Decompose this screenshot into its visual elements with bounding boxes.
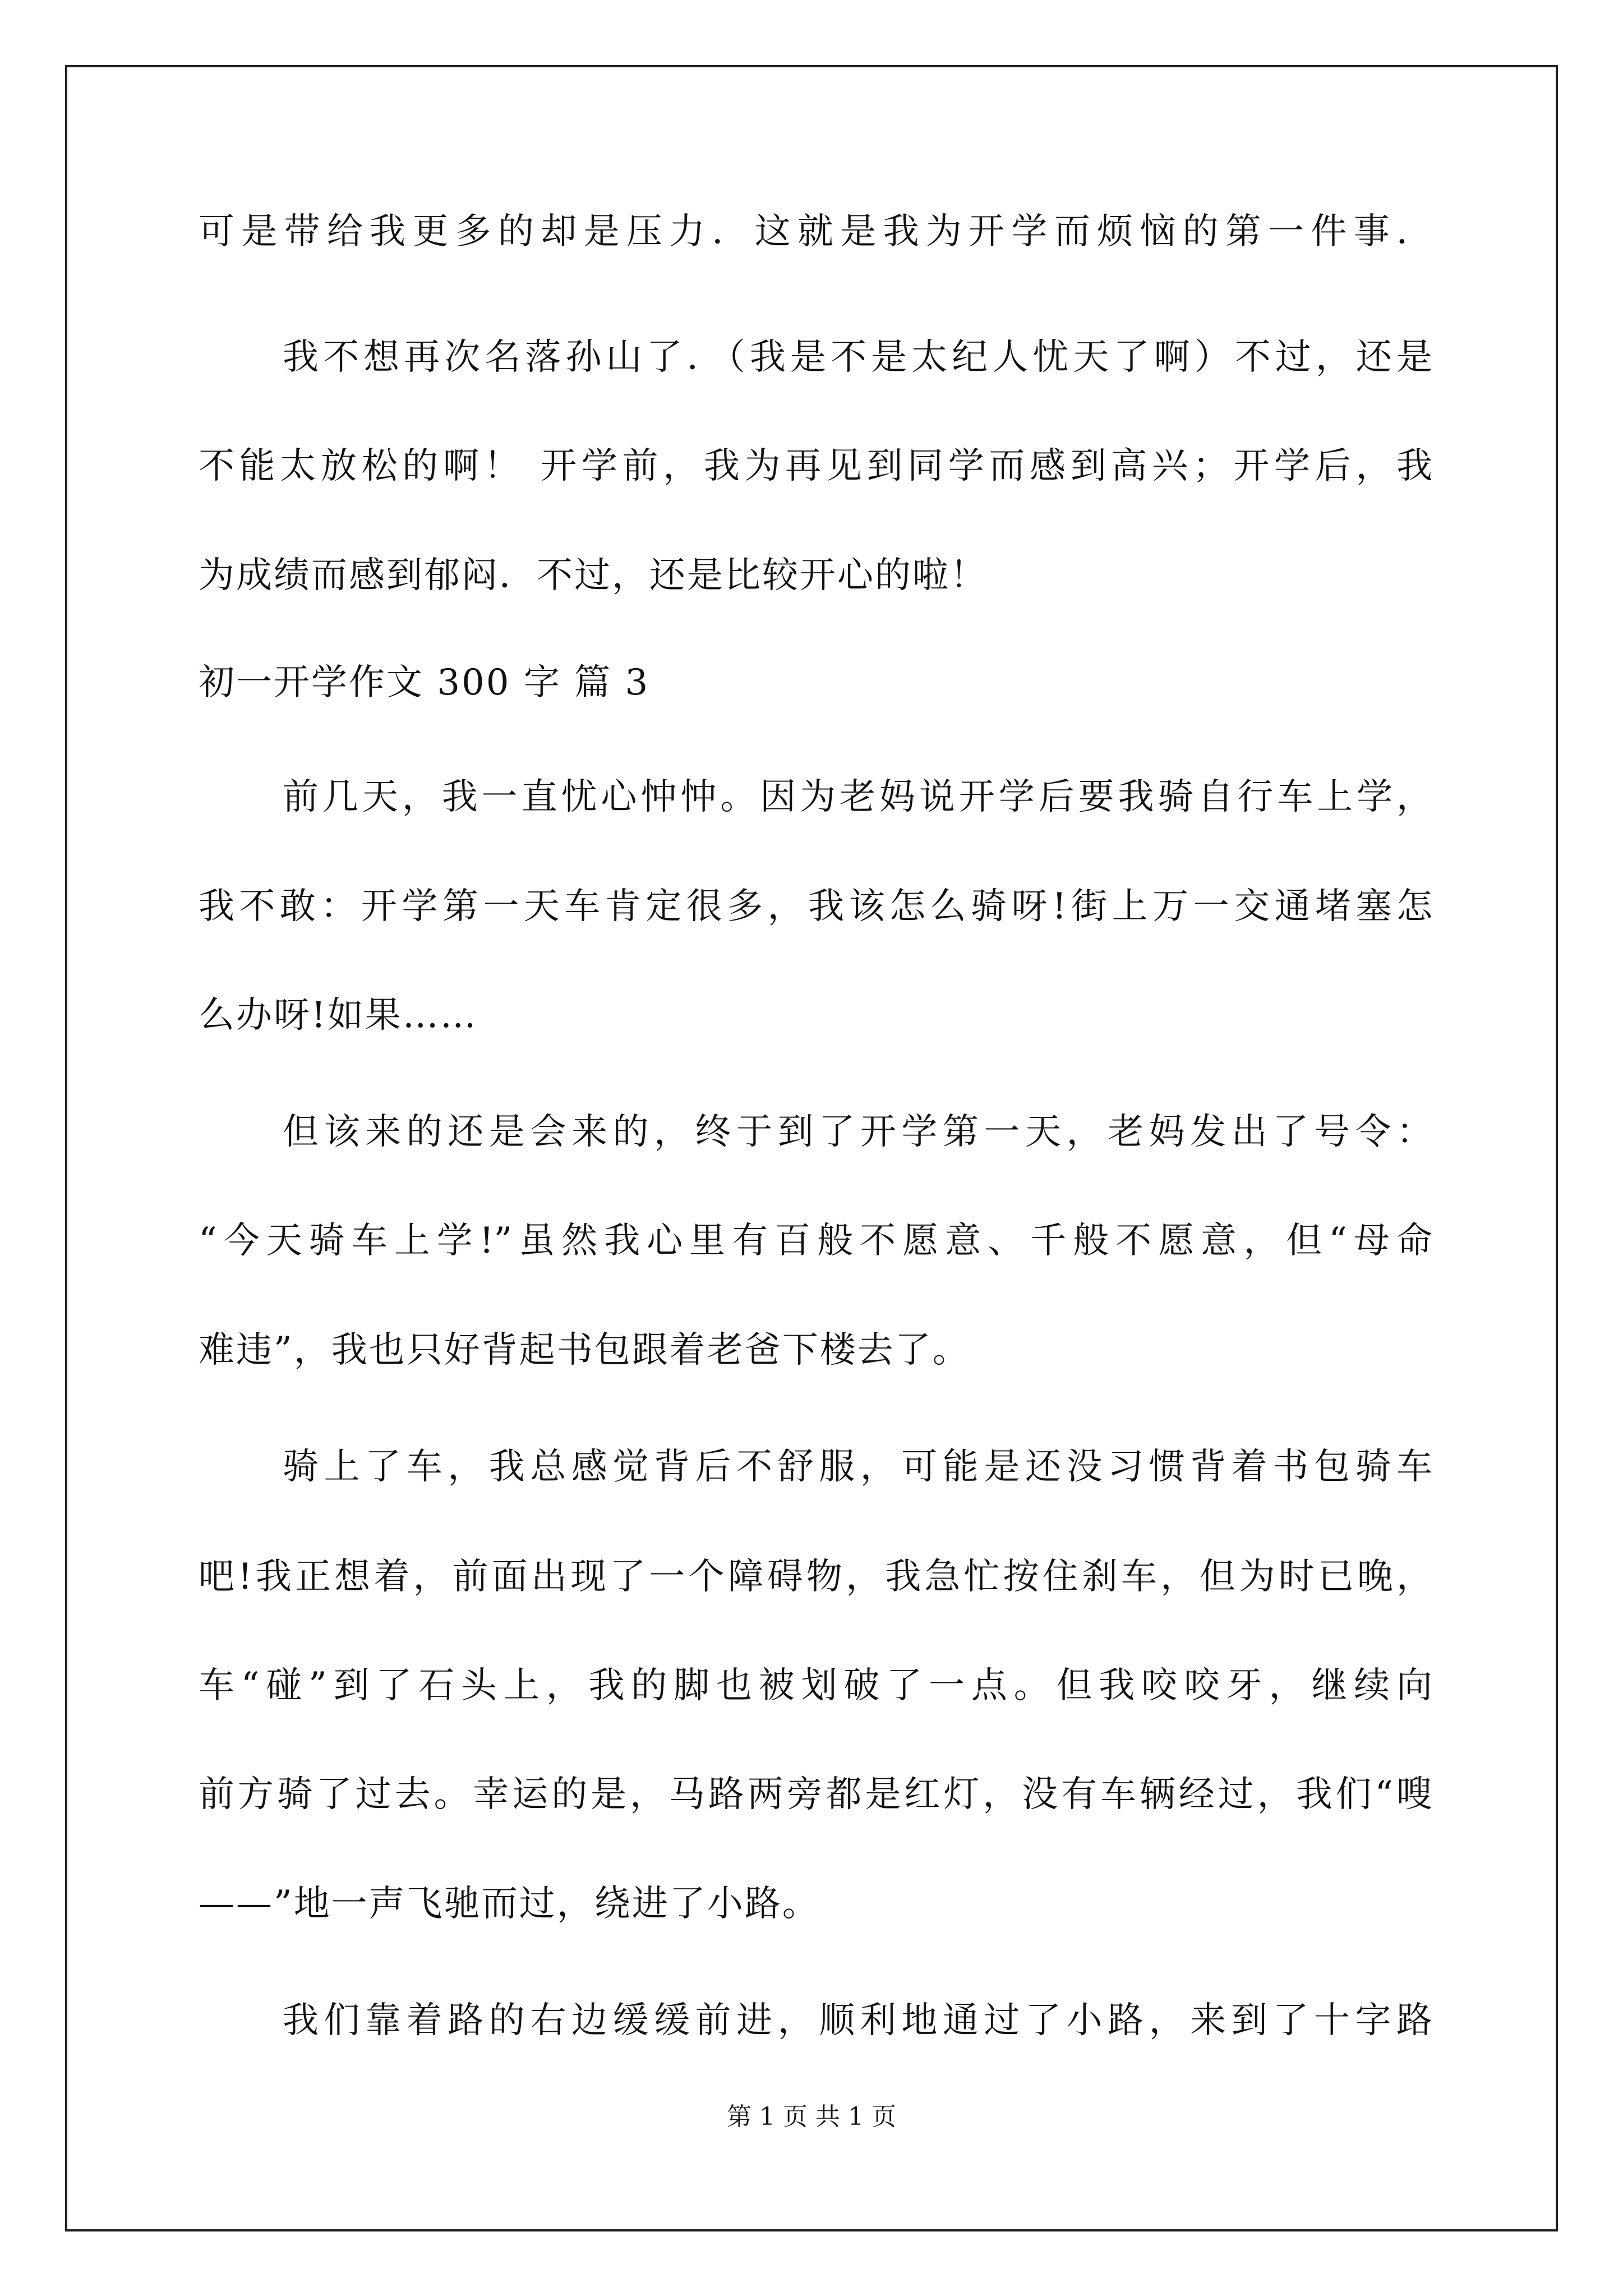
text-line: 难违”，我也只好背起书包跟着老爸下楼去了。 — [199, 1329, 970, 1371]
text-line: 吧!我正想着，前面出现了一个障碍物，我急忙按住刹车，但为时已晚， — [199, 1556, 1432, 1598]
text-line: “今天骑车上学!”虽然我心里有百般不愿意、千般不愿意，但“母命 — [199, 1220, 1432, 1262]
section-heading: 初一开学作文 300 字 篇 3 — [199, 662, 650, 703]
text-line: 前几天，我一直忧心忡忡。因为老妈说开学后要我骑自行车上学， — [283, 776, 1432, 818]
text-line: 我们靠着路的右边缓缓前进，顺利地通过了小路，来到了十字路 — [283, 2000, 1432, 2041]
text-line: 但该来的还是会来的，终于到了开学第一天，老妈发出了号令： — [283, 1111, 1432, 1153]
text-line: 不能太放松的啊！ 开学前，我为再见到同学而感到高兴；开学后，我 — [199, 445, 1432, 487]
text-line: 骑上了车，我总感觉背后不舒服，可能是还没习惯背着书包骑车 — [283, 1446, 1432, 1488]
text-line: 么办呀!如果…… — [199, 995, 478, 1036]
text-line: 车“碰”到了石头上，我的脚也被划破了一点。但我咬咬牙，继续向 — [199, 1665, 1432, 1706]
text-line: 为成绩而感到郁闷．不过，还是比较开心的啦！ — [199, 555, 988, 596]
text-line: 前方骑了过去。幸运的是，马路两旁都是红灯，没有车辆经过，我们“嗖 — [199, 1774, 1432, 1815]
text-line: 可是带给我更多的却是压力．这就是我为开学而烦恼的第一件事． — [199, 211, 1432, 252]
text-line: ——”地一声飞驰而过，绕进了小路。 — [199, 1883, 820, 1925]
text-line: 我不敢：开学第一天车肯定很多，我该怎么骑呀!街上万一交通堵塞怎 — [199, 886, 1432, 927]
text-line: 我不想再次名落孙山了．（我是不是太纪人忧天了啊）不过，还是 — [283, 337, 1432, 378]
page-number-footer: 第 1 页 共 1 页 — [727, 2102, 896, 2131]
